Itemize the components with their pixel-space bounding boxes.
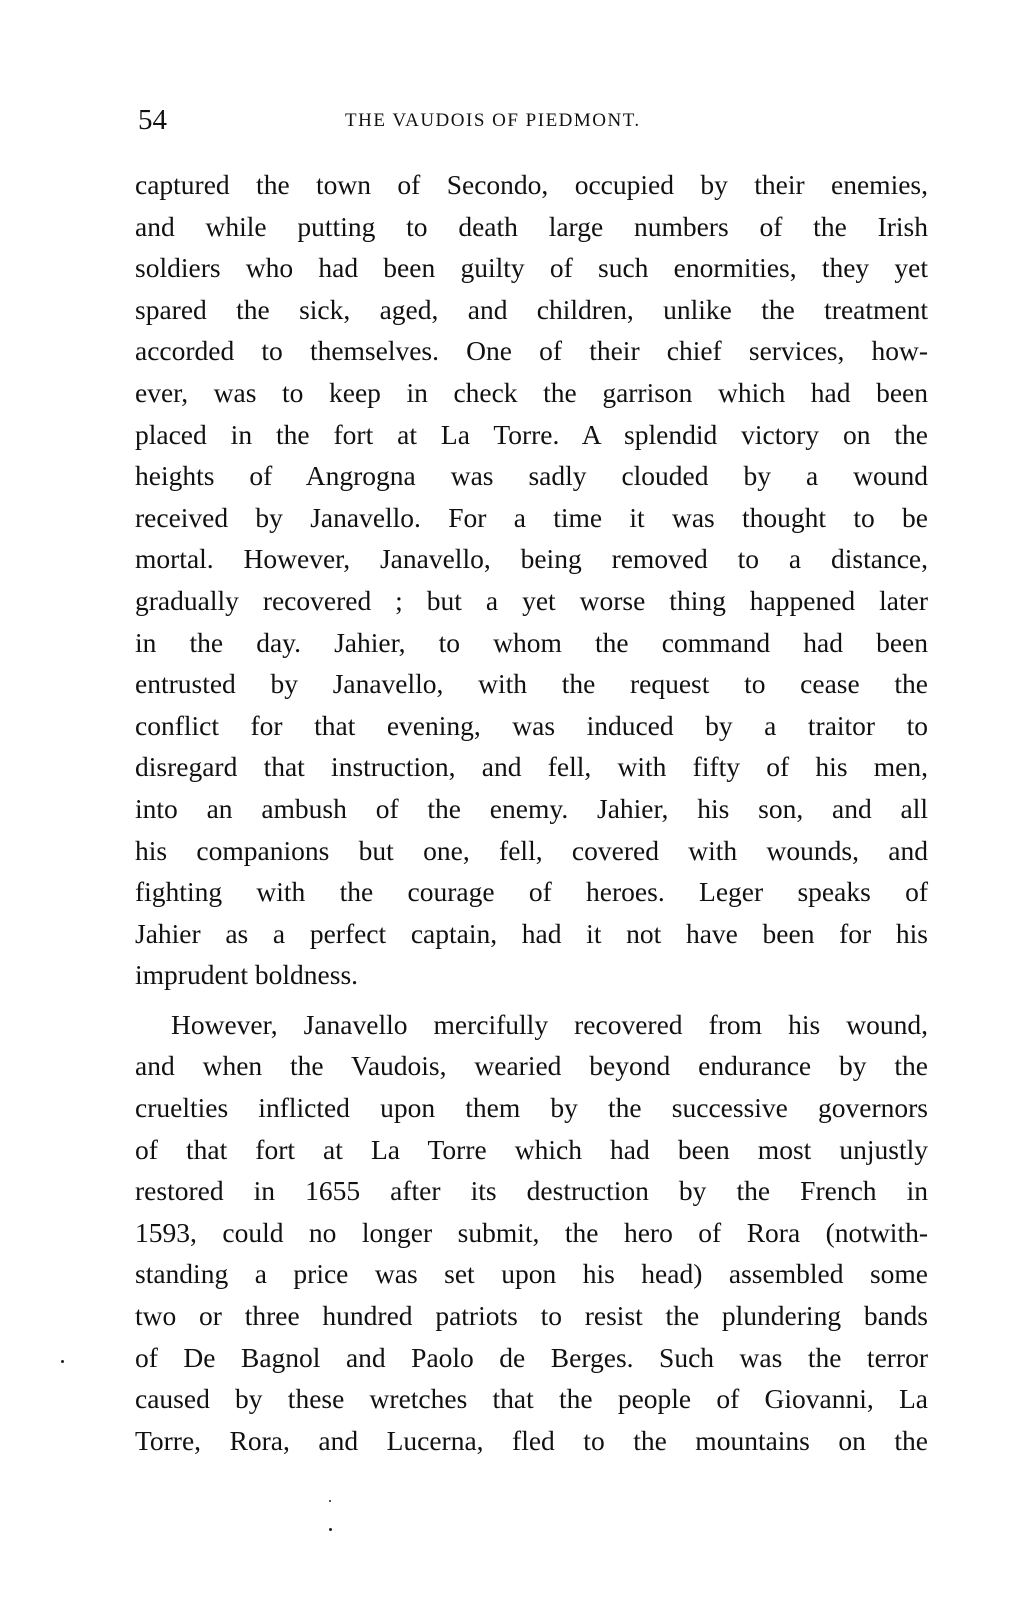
text-line: placed in the fort at La Torre. A splendid victory on the <box>135 418 928 450</box>
text-line: Jahier as a perfect captain, had it not have been for his <box>135 917 928 949</box>
text-line: caused by these wretches that the people of Giovanni, La <box>135 1383 928 1415</box>
scan-speck <box>329 1528 332 1531</box>
text-line: entrusted by Janavello, with the request to cease the <box>135 668 928 700</box>
text-line: spared the sick, aged, and children, unlike the treatment <box>135 293 928 325</box>
paragraph <box>135 1004 928 1462</box>
text-line: 1593, could no longer submit, the hero of Rora (notwith- <box>135 1216 928 1248</box>
text-line: imprudent boldness. <box>135 959 359 991</box>
running-title: THE VAUDOIS OF PIEDMONT. <box>345 110 641 131</box>
text-line: captured the town of Secondo, occupied by their enemies, <box>135 169 928 200</box>
text-line: in the day. Jahier, to whom the command had been <box>135 626 928 658</box>
text-line: cruelties inflicted upon them by the successive governors <box>135 1092 928 1124</box>
text-line: gradually recovered ; but a yet worse thing happened later <box>135 584 928 616</box>
text-line: Torre, Rora, and Lucerna, fled to the mountains on the <box>135 1424 928 1456</box>
text-line: heights of Angrogna was sadly clouded by a wound <box>135 460 928 492</box>
running-header <box>0 104 1010 140</box>
page-number: 54 <box>138 104 167 136</box>
paragraph <box>135 164 928 996</box>
text-line: and while putting to death large numbers of the Irish <box>135 210 928 242</box>
text-line: fighting with the courage of heroes. Leger speaks of <box>135 876 928 908</box>
text-line: accorded to themselves. One of their chief services, how- <box>135 335 928 367</box>
text-line: ever, was to keep in check the garrison which had been <box>135 376 928 408</box>
text-line: disregard that instruction, and fell, with fifty of his men, <box>135 751 928 783</box>
text-line: mortal. However, Janavello, being removed to a distance, <box>135 543 928 575</box>
text-line: standing a price was set upon his head) assembled some <box>135 1258 928 1290</box>
text-line: received by Janavello. For a time it was thought to be <box>135 501 928 533</box>
text-line: of that fort at La Torre which had been most unjustly <box>135 1133 928 1165</box>
page-body <box>135 164 928 1461</box>
scan-speck <box>329 1500 331 1502</box>
text-line: restored in 1655 after its destruction by the French in <box>135 1175 928 1207</box>
text-line: his companions but one, fell, covered with wounds, and <box>135 834 928 866</box>
text-line: However, Janavello mercifully recovered from his wound, <box>171 1008 928 1040</box>
text-line: and when the Vaudois, wearied beyond endurance by the <box>135 1050 928 1082</box>
scan-speck <box>61 1360 64 1363</box>
text-line: of De Bagnol and Paolo de Berges. Such was the terror <box>135 1341 928 1373</box>
text-line: conflict for that evening, was induced by a traitor to <box>135 709 928 741</box>
text-line: two or three hundred patriots to resist the plundering bands <box>135 1300 928 1332</box>
text-line: into an ambush of the enemy. Jahier, his son, and all <box>135 792 928 824</box>
text-line: soldiers who had been guilty of such enormities, they yet <box>135 252 928 284</box>
